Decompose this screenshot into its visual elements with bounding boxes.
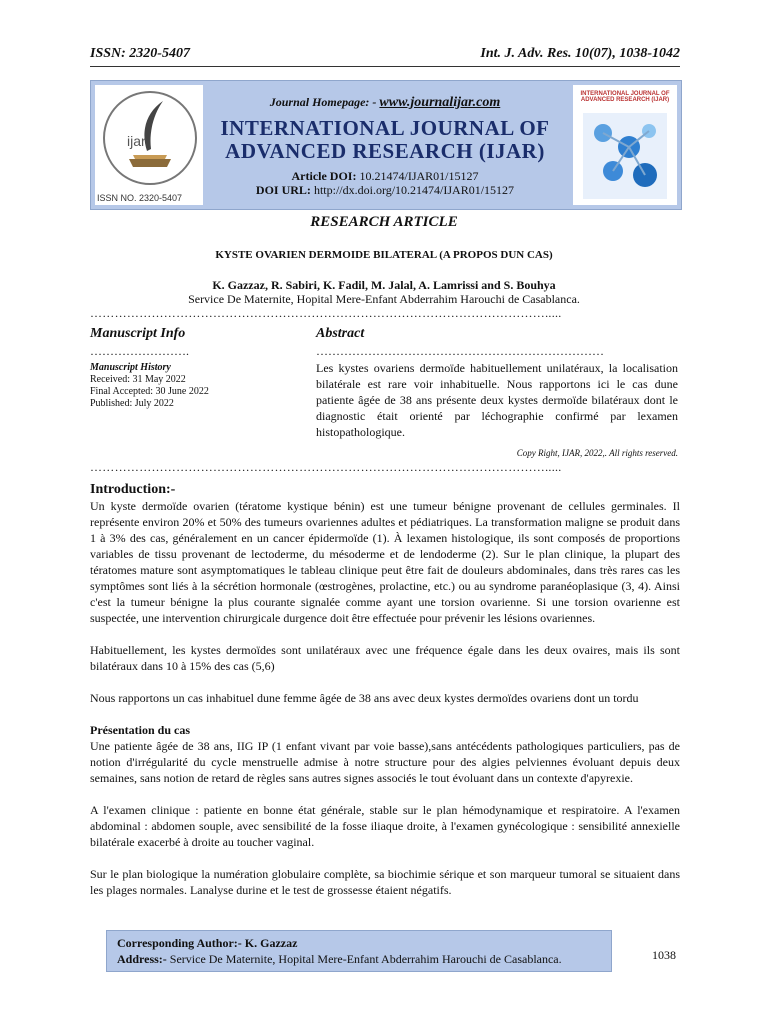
history-label: Manuscript History: [90, 362, 171, 373]
manuscript-dots: …………………….: [90, 344, 189, 358]
logo-circle: [103, 91, 197, 185]
molecule-icon: [583, 113, 667, 199]
abstract-text: Les kystes ovariens dermoïde habituellement unilatéraux, la localisation bilatérale est rare voir inhabituelle. Nous rapportons ici le cas dune patiente âgée de 38 ans présente deux kystes dermoïde bilatéraux dont le diagnostic était orienté par léchographie confirmé par lexamen histopathologique.: [316, 361, 678, 439]
homepage-label: Journal Homepage: -: [269, 95, 377, 109]
published-date: Published: July 2022: [90, 398, 174, 409]
paragraph: A l'examen clinique : patiente en bonne état générale, stable sur le plan hémodynamique et respiratoire. A l'examen abdominal : abdomen souple, avec sensibilité de la fosse iliaque droite, à l'examen gynécologique : sensibilité annexielle bilatérale exacerbé à droite au toucher vaginal.: [90, 803, 680, 849]
header-rule: [90, 66, 680, 67]
cover-title: INTERNATIONAL JOURNAL OF ADVANCED RESEARCH (IJAR): [580, 91, 670, 103]
manuscript-info-heading: Manuscript Info: [90, 326, 186, 341]
manuscript-history: [90, 362, 209, 410]
paragraph: Sur le plan biologique la numération globulaire complète, sa biochimie sérique et son marqueur tumoral se situaient dans les plages normales. Lanalyse durine et le test de grossesse étaient négatifs.: [90, 867, 680, 897]
paragraph: Un kyste dermoïde ovarien (tératome kystique bénin) est une tumeur bénigne provenant de cellules germinales. Il représente environ 20% et 50% des tumeurs ovariennes adultes et pédiatriques. La transformation maligne se produit dans 1 à 3% des cas, généralement en un cancer épidermoïde (1). À lexamen histologique, ils sont composés de proportions variables de tissu provenant de lectoderme, du mésoderme et de lendoderme (2). Sur le plan clinique, la plupart des tératomes mature sont asymptomatiques le tableau clinique peut être fait de douleurs abdominales, dans très rares cas les symptômes sont liés à la sécrétion hormonale (œstrogènes, prolactine, etc.) ou au syndrome paranéoplasique (3, 4). Ainsi c'est la tumeur bénigne la plus courante signalée comme ayant une torsion ovarienne. Si une torsion ovarienne est suspectée, une intervention chirurgicale durgence doit être effectuée pour prévenir les lésions ovariennes.: [90, 499, 680, 625]
copyright: Copy Right, IJAR, 2022,. All rights reserved.: [516, 448, 678, 458]
received-date: Received: 31 May 2022: [90, 374, 186, 385]
affiliation: Service De Maternite, Hopital Mere-Enfant Abderrahim Harouchi de Casablanca.: [188, 292, 580, 306]
doi-value: 10.21474/IJAR01/15127: [359, 169, 479, 183]
corresponding-author-box: [106, 930, 612, 972]
corresponding-author: Corresponding Author:- K. Gazzaz: [117, 936, 298, 950]
journal-title-line2: ADVANCED RESEARCH (IJAR): [225, 139, 545, 163]
citation-text: Int. J. Adv. Res. 10(07), 1038-1042: [480, 46, 680, 61]
logo-issn: ISSN NO. 2320-5407: [97, 193, 183, 203]
case-heading: Présentation du cas: [90, 723, 190, 737]
journal-title-line1: INTERNATIONAL JOURNAL OF: [220, 116, 550, 140]
abstract-heading: Abstract: [316, 326, 365, 341]
corresponding-address: [117, 951, 562, 967]
address-text: Service De Maternite, Hopital Mere-Enfant Abderrahim Harouchi de Casablanca.: [166, 952, 562, 966]
article-type: RESEARCH ARTICLE: [310, 214, 458, 230]
doi-block: [205, 169, 565, 197]
paragraph: Nous rapportons un cas inhabituel dune femme âgée de 38 ans avec deux kystes dermoïdes ovariens dont un tordu: [90, 691, 639, 705]
doi-label: Article DOI:: [291, 169, 357, 183]
paragraph: Habituellement, les kystes dermoïdes sont unilatéraux avec une fréquence égale dans les deux ovaires, mais ils sont bilatéraux dans 10 à 15% des cas (5,6): [90, 643, 680, 673]
logo-text: ijar: [127, 133, 146, 149]
ijar-logo: [95, 85, 203, 205]
quill-icon: [105, 93, 195, 183]
address-label: Address:-: [117, 952, 167, 966]
banner-center: [205, 81, 565, 209]
doi-url-label: DOI URL:: [255, 183, 311, 197]
journal-cover: [573, 85, 677, 205]
page-number: 1038: [652, 948, 676, 962]
separator-bottom: ………………………………………………………………………………………………….....: [90, 460, 562, 474]
article-title: KYSTE OVARIEN DERMOIDE BILATERAL (A PROPOS DUN CAS): [215, 249, 553, 261]
running-header: [90, 46, 680, 66]
doi-url-link[interactable]: http://dx.doi.org/10.21474/IJAR01/15127: [313, 183, 515, 197]
article-body: [90, 482, 680, 914]
issn-text: ISSN: 2320-5407: [90, 46, 190, 61]
separator-top: ………………………………………………………………………………………………….....: [90, 306, 562, 320]
journal-homepage: [205, 95, 565, 111]
accepted-date: Final Accepted: 30 June 2022: [90, 386, 209, 397]
authors: K. Gazzaz, R. Sabiri, K. Fadil, M. Jalal, A. Lamrissi and S. Bouhya: [212, 278, 556, 292]
journal-title: [205, 117, 565, 163]
introduction-heading: Introduction:-: [90, 482, 176, 497]
abstract-dots: ………………………………………………………………: [316, 344, 604, 358]
journal-banner: [90, 80, 682, 210]
paragraph: Une patiente âgée de 38 ans, IIG IP (1 enfant vivant par voie basse),sans antécédents pathologiques particuliers, pas de notion d'irrégularité du cycle menstruelle admise à notre structure pour des algies pelviennes évoluant depuis deux semaines, sans notion de retard de règles sans autres signes associés le tout évoluant dans un contexte d'apyrexie.: [90, 739, 680, 785]
homepage-link[interactable]: www.journalijar.com: [379, 95, 501, 110]
